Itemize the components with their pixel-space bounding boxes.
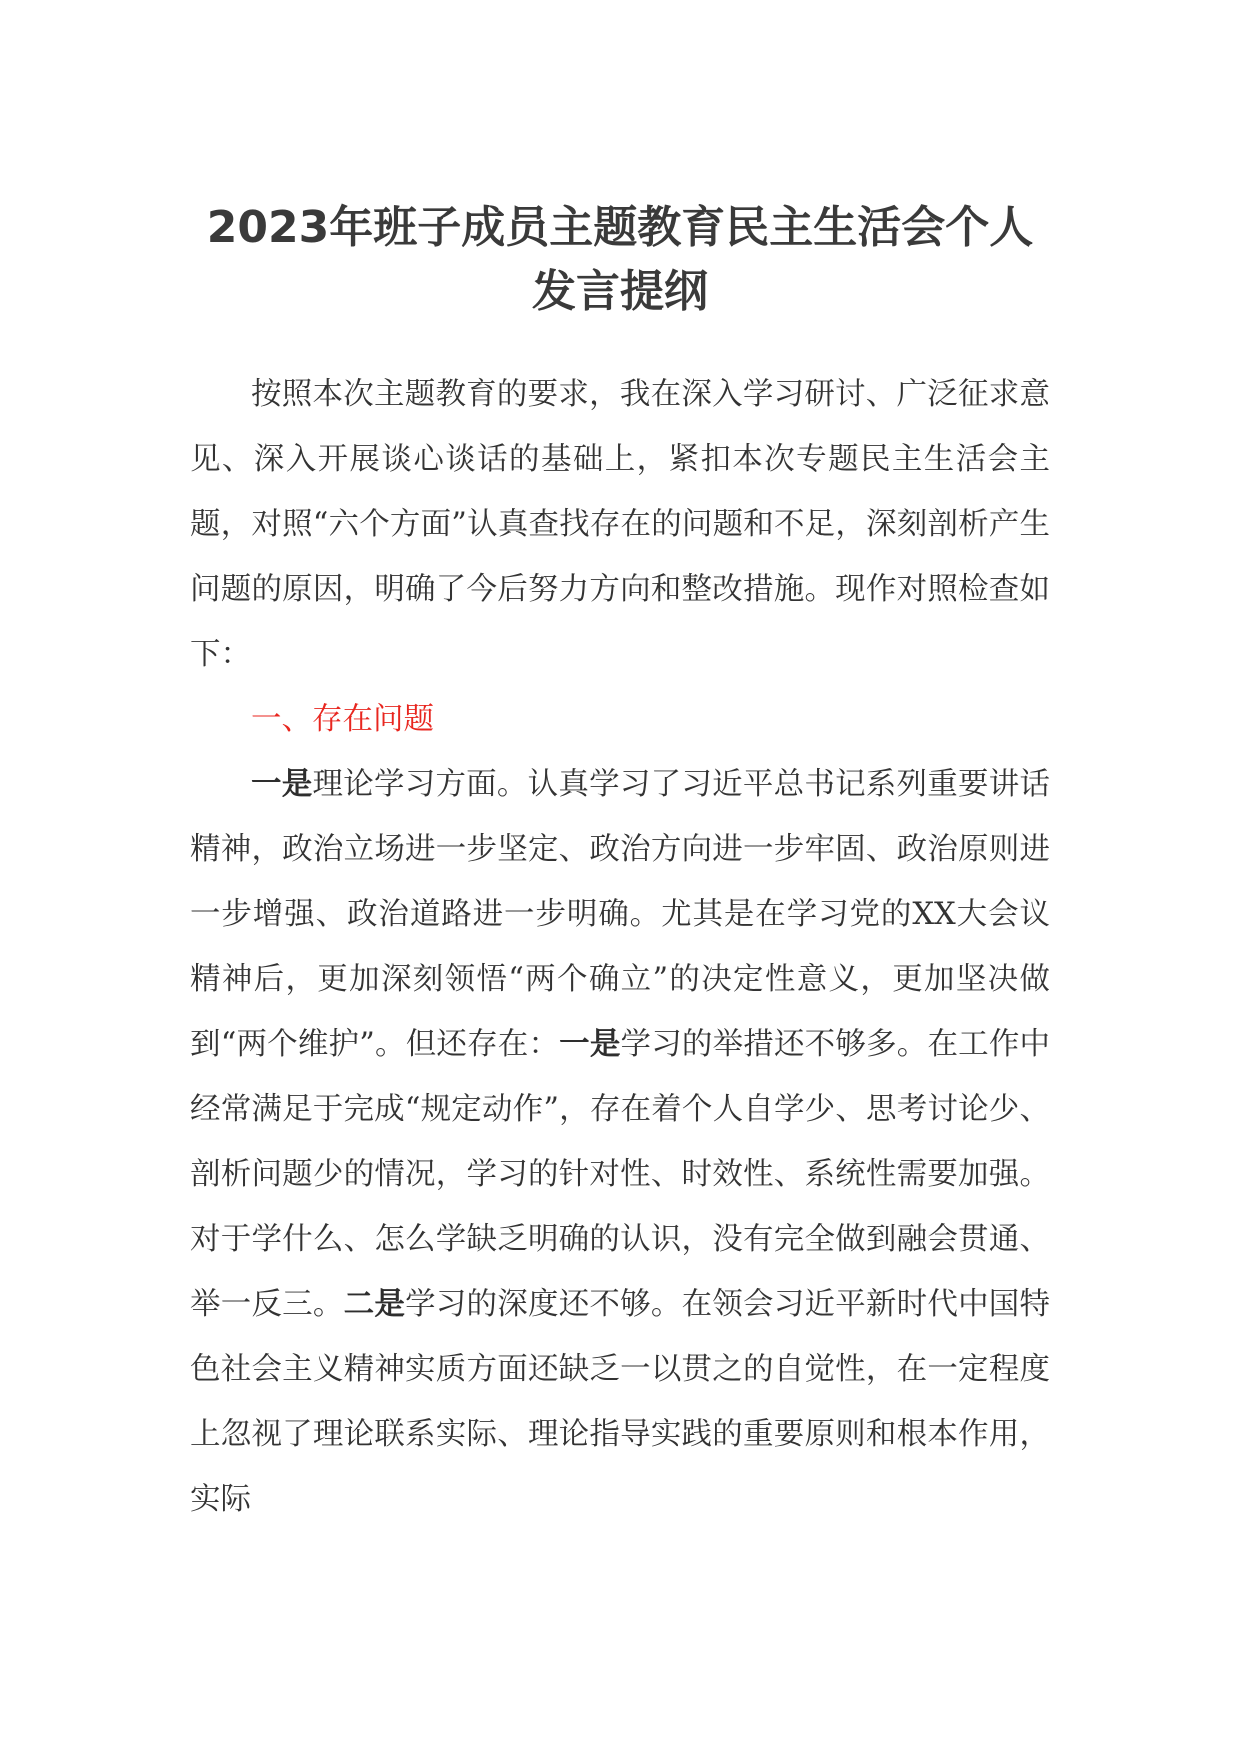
section-heading-problems: 一、存在问题 <box>251 702 434 737</box>
document-title <box>150 196 1090 324</box>
document-body <box>190 362 1050 1532</box>
intro-paragraph: 按照本次主题教育的要求，我在深入学习研讨、广泛征求意见、深入开展谈心谈话的基础上，紧扣本次专题民主生活会主题，对照“六个方面”认真查找存在的问题和不足，深刻剖析产生问题的原因，明确了今后努力方向和整改措施。现作对照检查如下： <box>190 377 1050 672</box>
sub-item-1-text: 学习的举措还不够多。在工作中经常满足于完成“规定动作”，存在着个人自学少、思考讨论少、剖析问题少的情况，学习的针对性、时效性、系统性需要加强。对于学什么、怎么学缺乏明确的认识，没有完全做到融会贯通、举一反三。 <box>190 1027 1051 1322</box>
sub-item-2-marker: 二是 <box>343 1287 406 1322</box>
item-text: 理论学习方面。认真学习了习近平总书记系列重要讲话精神，政治立场进一步坚定、政治方向进一步牢固、政治原则进一步增强、政治道路进一步明确。尤其是在学习党的XX大会议精神后，更加深刻领悟“两个确立”的决定性意义，更加坚决做到“两个维护”。但还存在： <box>190 767 1051 1062</box>
item-lead-marker: 一是 <box>251 767 313 802</box>
sub-item-1-marker: 一是 <box>559 1027 621 1062</box>
problem-paragraph-1 <box>190 752 1050 1532</box>
document-title-line-1: 2023年班子成员主题教育民主生活会个人 <box>206 202 1034 253</box>
document-title-line-2: 发言提纲 <box>532 266 708 317</box>
sub-item-2-text: 学习的深度还不够。在领会习近平新时代中国特色社会主义精神实质方面还缺乏一以贯之的自觉性，在一定程度上忽视了理论联系实际、理论指导实践的重要原则和根本作用，实际 <box>190 1287 1051 1517</box>
